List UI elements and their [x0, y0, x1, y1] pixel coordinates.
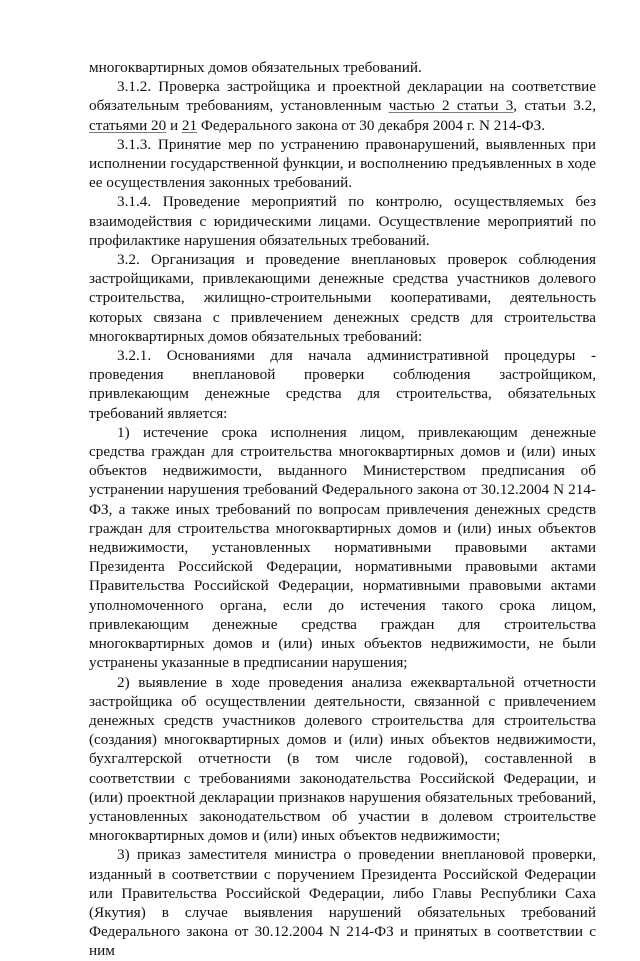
paragraph-3-1-2-text-c: и [166, 116, 182, 134]
link-part-2-article-3[interactable]: частью 2 статьи 3 [388, 97, 514, 115]
paragraph-3-1-2-text-a: 3.1.2. Проверка застройщика и проектной декларации на соответствие обязательным требованиям, установленным [89, 78, 596, 115]
list-item-1: 1) истечение срока исполнения лицом, привлекающим денежные средства граждан для строительства многоквартирных домов и (или) иных объектов недвижимости, выданного Министерством предписания об устранении нарушения требований Федерального закона от 30.12.2004 N 214-ФЗ, а также иных требований по вопросам привлечения денежных средств граждан для строительства многоквартирных домов и (или) иных объектов недвижимости, установленных нормативными правовыми актами Президента Российской Федерации, нормативными правовыми актами Правительства Российской Федерации, нормативными правовыми актами уполномоченного органа, если до истечения такого срока лицом, привлекающим денежные средства граждан для строительства многоквартирных домов и (или) иных объектов недвижимости, не были устранены указанные в предписании нарушения; [89, 423, 596, 672]
list-item-2: 2) выявление в ходе проведения анализа ежеквартальной отчетности застройщика об осуществлении деятельности, связанной с привлечением денежных средств участников долевого строительства для строительства (создания) многоквартирных домов и (или) иных объектов недвижимости, бухгалтерской отчетности (в том числе годовой), составленной в соответствии с требованиями законодательства Российской Федерации, и (или) проектной декларации признаков нарушения обязательных требований, установленных законодательством об участии в долевом строительстве многоквартирных домов и (или) иных объектов недвижимости; [89, 673, 596, 845]
link-article-21[interactable]: 21 [181, 116, 198, 134]
paragraph-3-1-2-text-d: Федерального закона от 30 декабря 2004 г. N 214-ФЗ. [197, 116, 546, 134]
paragraph-3-1-2 [89, 77, 596, 135]
paragraph-3-2: 3.2. Организация и проведение внеплановых проверок соблюдения застройщиками, привлекающими денежные средства участников долевого строительства, жилищно-строительными кооперативами, деятельность которых связана с привлечением денежных средств для строительства многоквартирных домов обязательных требований: [89, 251, 596, 345]
paragraph-continuation: многоквартирных домов обязательных требований. [89, 59, 422, 76]
paragraph-3-1-4: 3.1.4. Проведение мероприятий по контролю, осуществляемых без взаимодействия с юридическими лицами. Осуществление мероприятий по профилактике нарушения обязательных требований. [89, 193, 596, 249]
paragraph-3-2-1: 3.2.1. Основаниями для начала административной процедуры - проведения внеплановой проверки соблюдения застройщиком, привлекающим денежные средства для строительства, обязательных требований является: [89, 347, 596, 422]
paragraph-3-1-3: 3.1.3. Принятие мер по устранению правонарушений, выявленных при исполнении государственной функции, и восполнению предъявленных в ходе ее осуществления законных требований. [89, 135, 596, 192]
list-item-3: 3) приказ заместителя министра о проведении внеплановой проверки, изданный в соответствии с поручением Президента Российской Федерации или Правительства Российской Федерации, либо Главы Республики Саха (Якутия) в случае выявления нарушений обязательных требований Федерального закона от 30.12.2004 N 214-ФЗ и принятых в соответствии с ним [89, 846, 596, 960]
link-article-20[interactable]: статьями 20 [89, 116, 167, 134]
paragraph-3-1-2-text-b: , статьи 3.2, [513, 97, 596, 115]
